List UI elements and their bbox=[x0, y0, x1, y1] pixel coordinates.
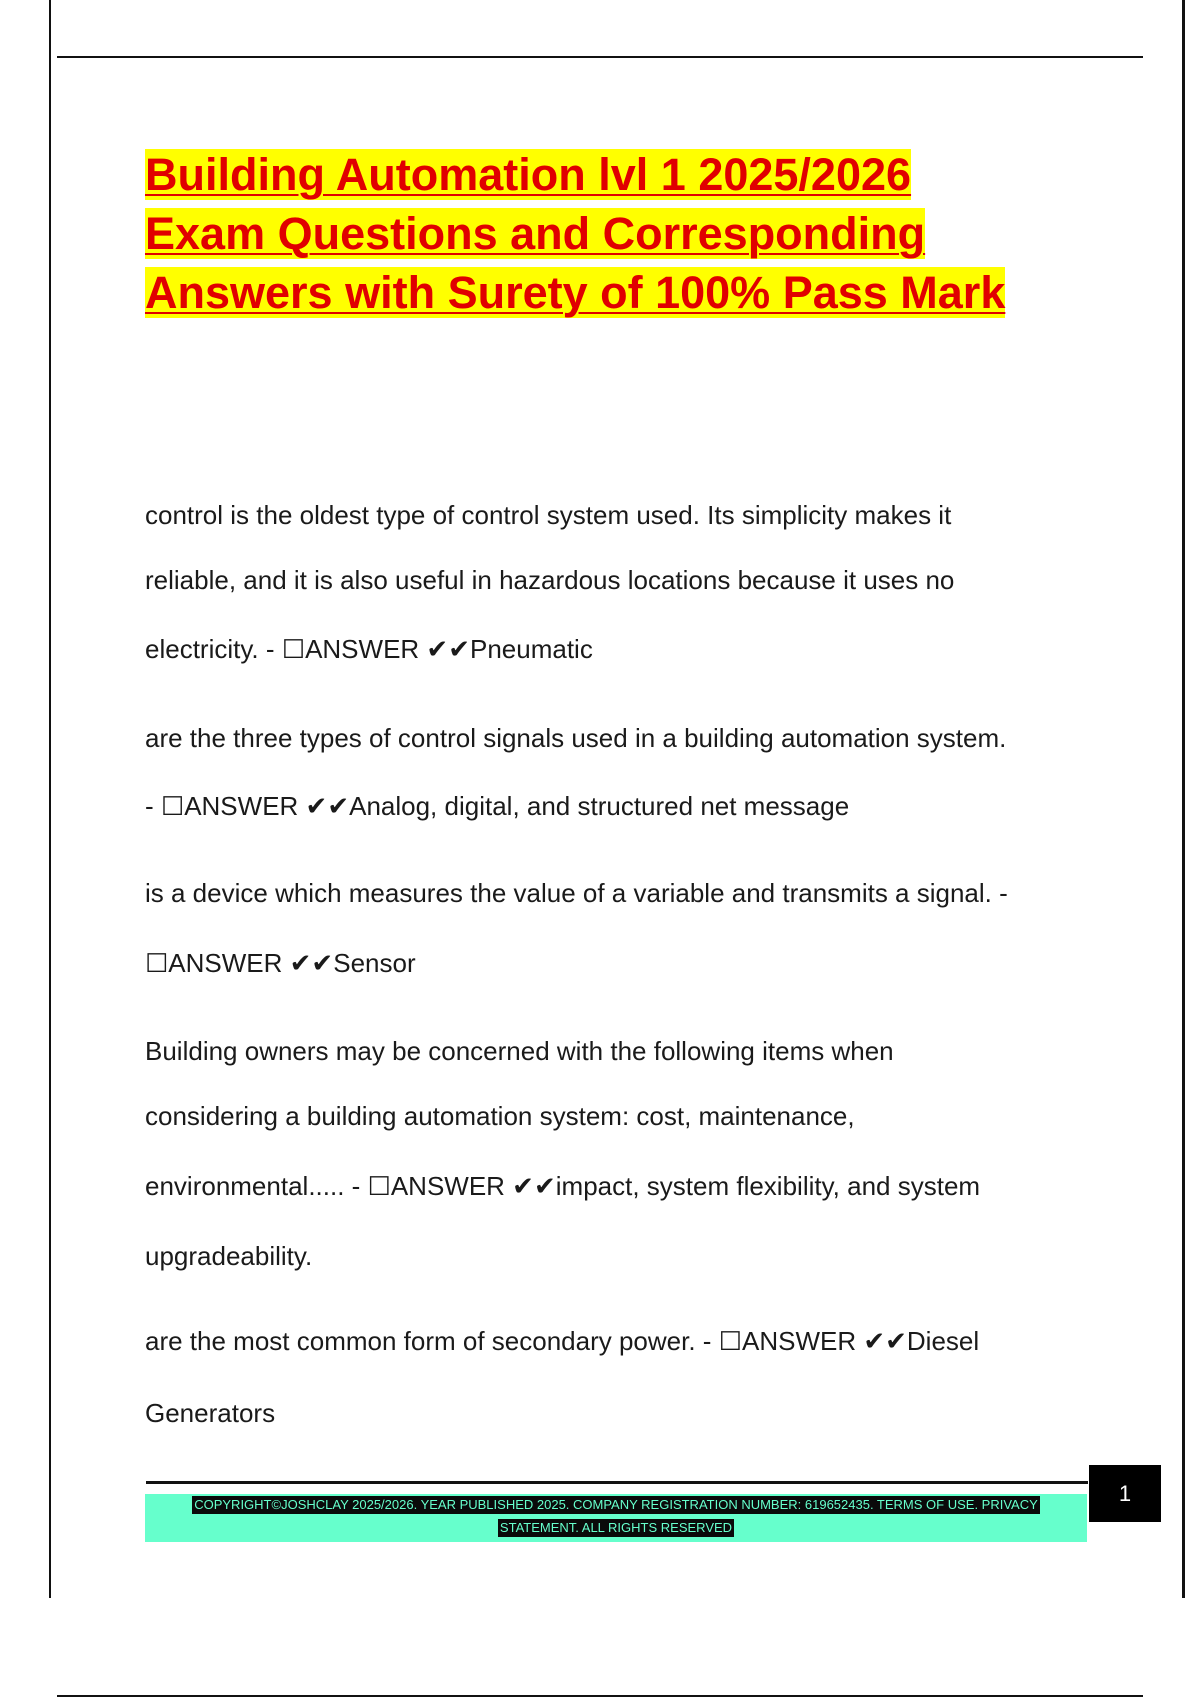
body-line: considering a building automation system: cost, maintenance, bbox=[145, 1101, 855, 1131]
document-title bbox=[145, 145, 1145, 322]
footer-rule bbox=[146, 1481, 1088, 1484]
page-border-left bbox=[49, 0, 51, 1598]
copyright-footer bbox=[145, 1494, 1087, 1542]
title-line: Exam Questions and Corresponding bbox=[145, 208, 926, 259]
copyright-text: STATEMENT. ALL RIGHTS RESERVED bbox=[499, 1520, 733, 1535]
body-line: ☐ANSWER ✔✔Sensor bbox=[145, 948, 416, 978]
page-border-right bbox=[1182, 0, 1185, 1598]
body-line: control is the oldest type of control system used. Its simplicity makes it bbox=[145, 500, 952, 530]
body-line: are the most common form of secondary power. - ☐ANSWER ✔✔Diesel bbox=[145, 1326, 980, 1356]
body-line: upgradeability. bbox=[145, 1241, 313, 1271]
next-page-rule bbox=[57, 1695, 1143, 1697]
body-line: reliable, and it is also useful in hazardous locations because it uses no bbox=[145, 565, 955, 595]
body-line: are the three types of control signals used in a building automation system. bbox=[145, 723, 1007, 753]
title-line: Answers with Surety of 100% Pass Mark bbox=[145, 267, 1006, 318]
page-number: 1 bbox=[1089, 1465, 1161, 1522]
body-line: - ☐ANSWER ✔✔Analog, digital, and structured net message bbox=[145, 791, 850, 821]
body-line: Generators bbox=[145, 1398, 276, 1428]
body-line: Building owners may be concerned with the following items when bbox=[145, 1036, 894, 1066]
header-rule bbox=[57, 56, 1143, 58]
title-line: Building Automation lvl 1 2025/2026 bbox=[145, 149, 912, 200]
body-line: is a device which measures the value of a variable and transmits a signal. - bbox=[145, 878, 1008, 908]
body-line: environmental..... - ☐ANSWER ✔✔impact, system flexibility, and system bbox=[145, 1171, 981, 1201]
body-line: electricity. - ☐ANSWER ✔✔Pneumatic bbox=[145, 634, 593, 664]
copyright-text: COPYRIGHT©JOSHCLAY 2025/2026. YEAR PUBLISHED 2025. COMPANY REGISTRATION NUMBER: 619652435. TERMS OF USE. PRIVACY bbox=[194, 1497, 1038, 1512]
